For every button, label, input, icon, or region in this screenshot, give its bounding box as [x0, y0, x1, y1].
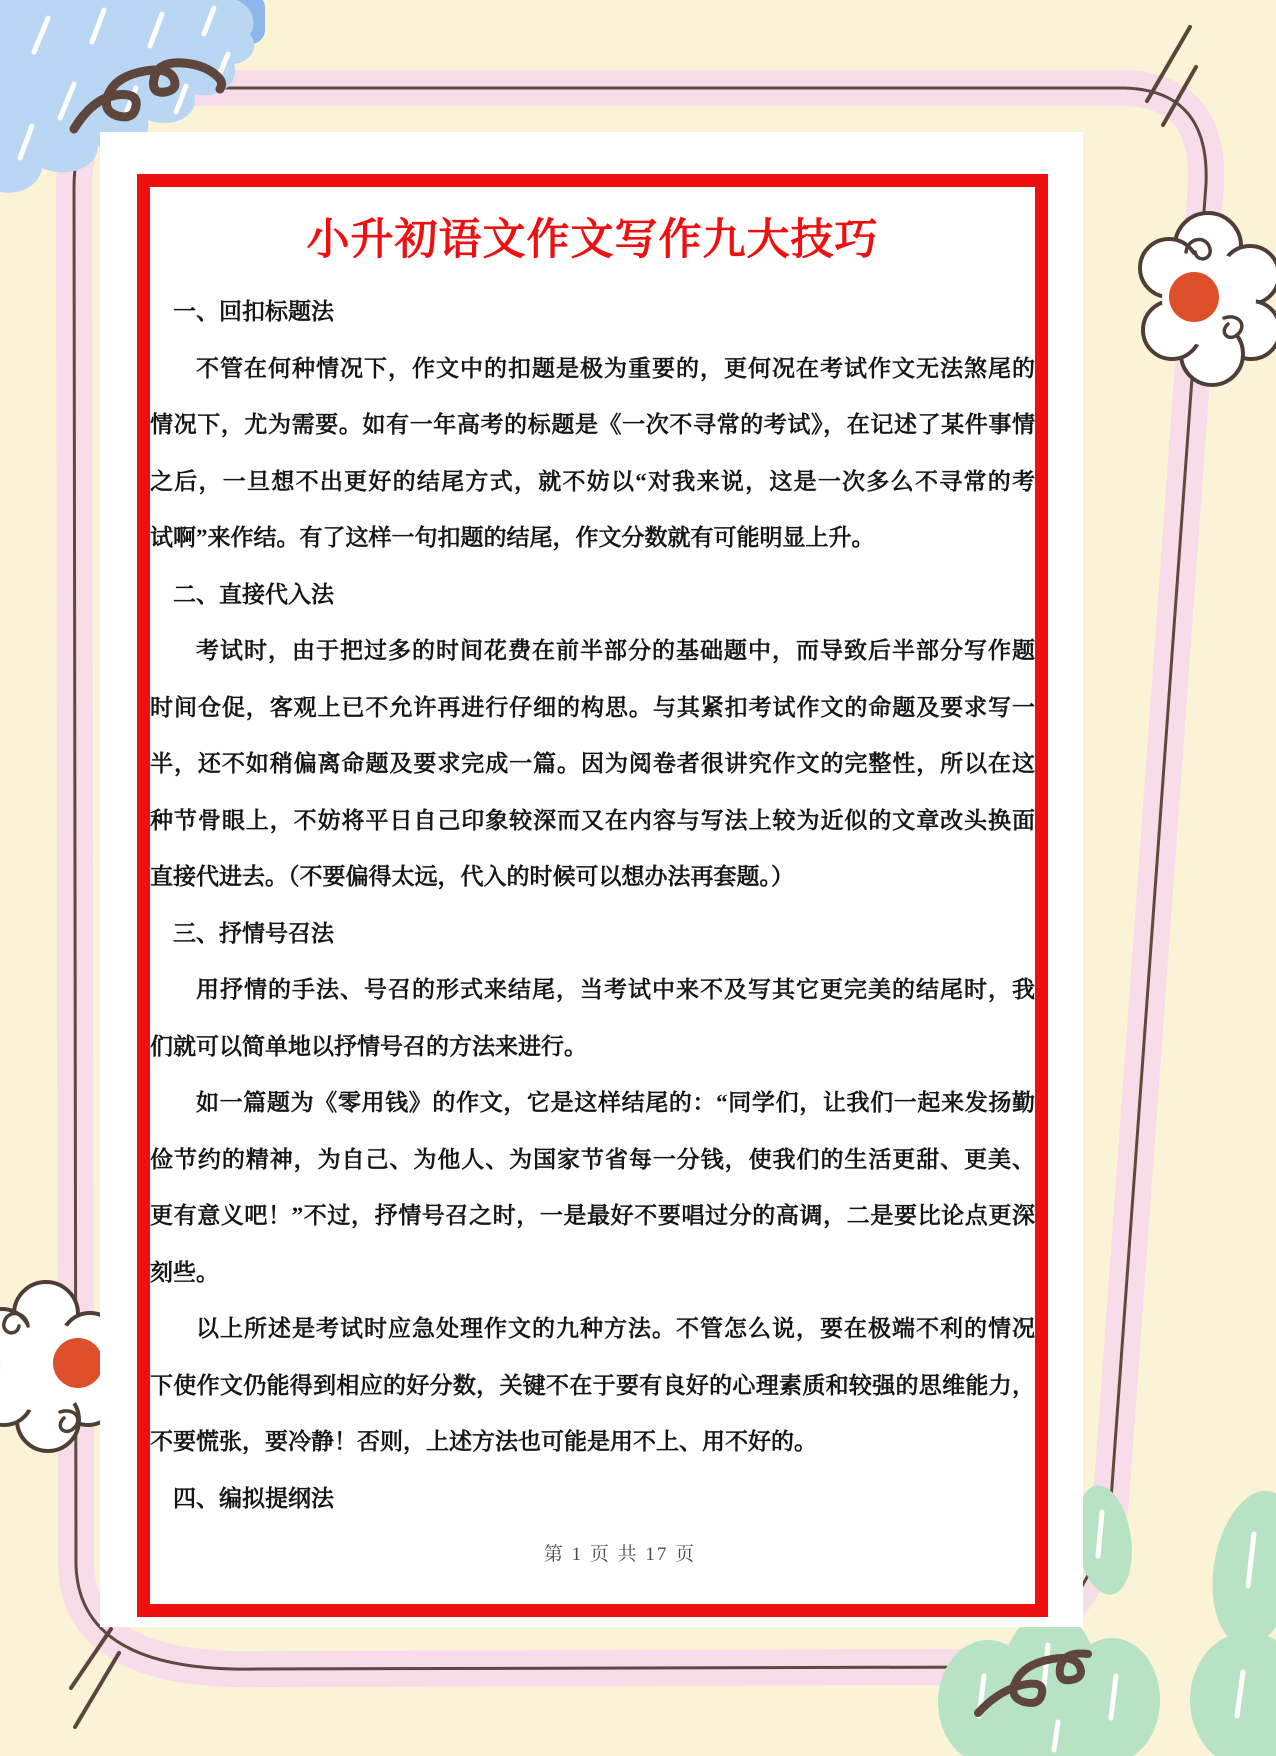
body-text-line: 下使作文仍能得到相应的好分数，关键不在于要有良好的心理素质和较强的思维能力，: [150, 1372, 1035, 1398]
content-border: [137, 174, 1048, 1617]
body-text-line: 情况下，尤为需要。如有一年高考的标题是《一次不寻常的考试》，在记述了某件事情: [150, 412, 1035, 437]
body-text-line: 俭节约的精神，为自己、为他人、为国家节省每一分钱，使我们的生活更甜、更美、: [150, 1146, 1035, 1172]
body-text-line: 半，还不如稍偏离命题及要求完成一篇。因为阅卷者很讲究作文的完整性，所以在这: [150, 751, 1035, 776]
document-body: [150, 284, 1035, 1527]
flower-center: [1169, 272, 1219, 322]
body-text-line: 不要慌张，要冷静！否则，上述方法也可能是用不上、用不好的。: [150, 1429, 817, 1454]
document-title: 小升初语文作文写作九大技巧: [306, 217, 879, 264]
body-text-line: 试啊”来作结。有了这样一句扣题的结尾，作文分数就有可能明显上升。: [150, 525, 875, 550]
page-number: 第 1 页 共 17 页: [543, 1544, 697, 1565]
body-text-line: 以上所述是考试时应急处理作文的九种方法。不管怎么说，要在极端不利的情况: [196, 1316, 1035, 1341]
body-text-line: 之后，一旦想不出更好的结尾方式，就不妨以“对我来说，这是一次多么不寻常的考: [150, 468, 1035, 494]
body-text-line: 考试时，由于把过多的时间花费在前半部分的基础题中，而导致后半部分写作题: [196, 638, 1035, 663]
body-text-line: 更有意义吧！”不过，抒情号召之时，一是最好不要唱过分的高调，二是要比论点更深: [150, 1203, 1035, 1228]
body-text-line: 不管在何种情况下，作文中的扣题是极为重要的，更何况在考试作文无法煞尾的: [196, 355, 1035, 381]
body-text-line: 种节骨眼上，不妨将平日自己印象较深而又在内容与写法上较为近似的文章改头换面: [150, 807, 1035, 833]
body-text-line: 们就可以简单地以抒情号召的方法来进行。: [150, 1033, 587, 1059]
section-heading: 三、抒情号召法: [173, 920, 334, 946]
body-text-line: 如一篇题为《零用钱》的作文，它是这样结尾的：“同学们，让我们一起来发扬勤: [196, 1090, 1035, 1115]
flower-doodle-right: [1140, 213, 1276, 385]
section-heading: 四、编拟提纲法: [173, 1485, 334, 1511]
body-text-line: 时间仓促，客观上已不允许再进行仔细的构思。与其紧扣考试作文的命题及要求写一: [150, 694, 1035, 720]
body-text-line: 直接代进去。（不要偏得太远，代入的时候可以想办法再套题。）: [150, 864, 794, 889]
body-text-line: 用抒情的手法、号召的形式来结尾，当考试中来不及写其它更完美的结尾时，我: [196, 977, 1035, 1002]
body-text-line: 刻些。: [150, 1259, 219, 1285]
section-heading: 二、直接代入法: [173, 581, 334, 607]
section-heading: 一、回扣标题法: [173, 299, 334, 324]
flower-center: [53, 1338, 103, 1388]
document-page: [100, 132, 1083, 1627]
